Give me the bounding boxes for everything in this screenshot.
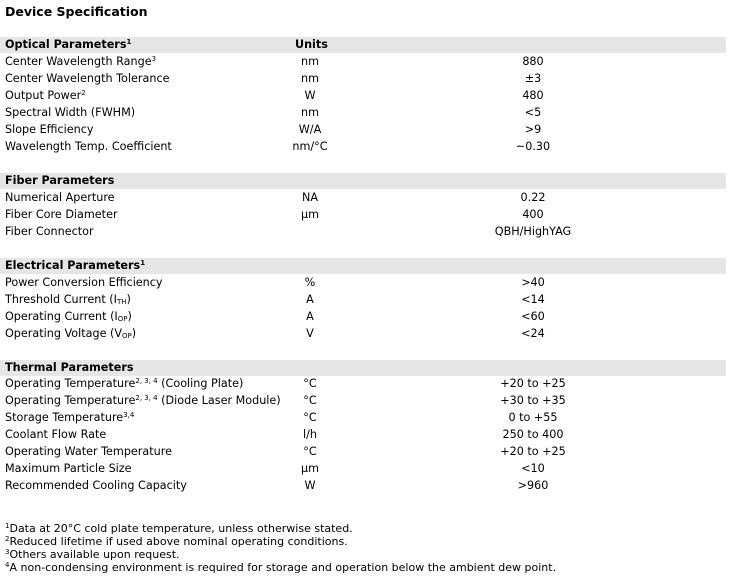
table-row [0, 445, 726, 462]
parameter-unit: nm [301, 72, 319, 85]
parameter-name: Center Wavelength Tolerance [5, 72, 170, 85]
parameter-value: <10 [521, 462, 545, 475]
parameter-value: 250 to 400 [502, 428, 564, 441]
parameter-name: Operating Temperature$^{2, 3, 4}$ (Cooling Plate) [5, 377, 244, 390]
parameter-name: Operating Temperature$^{2, 3, 4}$ (Diode Laser Module) [5, 394, 281, 407]
units-header: Units [295, 38, 328, 51]
parameter-value: 480 [522, 89, 544, 102]
parameter-unit: A [306, 310, 314, 323]
table-row [0, 276, 726, 293]
table-row [0, 106, 726, 123]
parameter-value: +20 to +25 [500, 445, 566, 458]
thermal-section-header [0, 360, 726, 376]
table-row [0, 310, 726, 327]
table-row [0, 327, 726, 344]
table-row [0, 479, 726, 496]
parameter-unit: A [306, 293, 314, 306]
parameter-name: Operating Voltage $(V_{OP})$ [5, 327, 137, 340]
parameter-unit: nm [301, 55, 319, 68]
table-row [0, 89, 726, 106]
parameter-name: Maximum Particle Size [5, 462, 132, 475]
parameter-value: <5 [524, 106, 542, 119]
electrical-section-header [0, 258, 726, 274]
parameter-value: ~0.30 [515, 140, 551, 153]
parameter-value: 400 [522, 208, 544, 221]
parameter-name: Recommended Cooling Capacity [5, 479, 187, 492]
table-row [0, 428, 726, 445]
footnote: $^3$Others available upon request. [5, 548, 180, 561]
fiber-section-label: Fiber Parameters [5, 174, 115, 187]
electrical-section-label: Electrical Parameters$^1$ [5, 259, 146, 272]
parameter-unit: W/A [298, 123, 322, 136]
table-row [0, 72, 726, 89]
page-title: Device Specification [5, 4, 148, 19]
table-row [0, 140, 726, 157]
parameter-unit: °C [303, 411, 317, 424]
footnote: $^1$Data at 20°C cold plate temperature, unless otherwise stated. [5, 522, 353, 535]
table-row [0, 123, 726, 140]
table-row [0, 377, 726, 394]
parameter-unit: W [304, 89, 316, 102]
parameter-unit: µm [300, 208, 320, 221]
parameter-value: 0.22 [520, 191, 546, 204]
table-row [0, 293, 726, 310]
parameter-value: <24 [521, 327, 545, 340]
fiber-section-header [0, 173, 726, 189]
optical-section-header [0, 37, 726, 53]
parameter-name: Storage Temperature$^{3,4}$ [5, 411, 135, 424]
parameter-unit: W [304, 479, 316, 492]
parameter-value: +20 to +25 [500, 377, 566, 390]
parameter-name: Spectral Width (FWHM) [5, 106, 136, 119]
parameter-unit: nm [301, 106, 319, 119]
parameter-name: Fiber Core Diameter [5, 208, 118, 221]
footnote: $^4$A non-condensing environment is required for storage and operation below the ambient dew point. [5, 561, 557, 574]
parameter-unit: % [304, 276, 316, 289]
parameter-name: Output Power$^2$ [5, 89, 86, 102]
table-row [0, 462, 726, 479]
parameter-name: Wavelength Temp. Coefficient [5, 140, 172, 153]
parameter-unit: °C [303, 394, 317, 407]
parameter-unit: µm [300, 462, 320, 475]
parameter-name: Threshold Current $(I_{TH})$ [5, 293, 131, 306]
footnote: $^2$Reduced lifetime if used above nominal operating conditions. [5, 535, 348, 548]
parameter-value: >40 [521, 276, 545, 289]
table-row [0, 208, 726, 225]
parameter-unit: nm/°C [292, 140, 328, 153]
parameter-value: <14 [521, 293, 545, 306]
parameter-unit: V [306, 327, 314, 340]
parameter-name: Numerical Aperture [5, 191, 115, 204]
parameter-name: Power Conversion Efficiency [5, 276, 163, 289]
parameter-name: Operating Current $(I_{OP})$ [5, 310, 132, 323]
parameter-value: +30 to +35 [500, 394, 566, 407]
parameter-value: 0 to +55 [508, 411, 558, 424]
table-row [0, 191, 726, 208]
parameter-name: Slope Efficiency [5, 123, 94, 136]
parameter-name: Fiber Connector [5, 225, 94, 238]
parameter-unit: °C [303, 377, 317, 390]
parameter-unit: NA [301, 191, 319, 204]
parameter-name: Center Wavelength Range$^3$ [5, 55, 157, 68]
table-row [0, 394, 726, 411]
parameter-name: Operating Water Temperature [5, 445, 172, 458]
table-row [0, 55, 726, 72]
table-row [0, 225, 726, 242]
footnotes [5, 522, 556, 574]
thermal-section-label: Thermal Parameters [5, 361, 134, 374]
parameter-unit: l/h [303, 428, 317, 441]
optical-section-label: Optical Parameters$^1$ [5, 38, 132, 51]
parameter-name: Coolant Flow Rate [5, 428, 107, 441]
table-row [0, 411, 726, 428]
parameter-unit: °C [303, 445, 317, 458]
parameter-value: >960 [517, 479, 549, 492]
parameter-value: 880 [522, 55, 544, 68]
parameter-value: >9 [524, 123, 542, 136]
parameter-value: QBH/HighYAG [494, 225, 572, 238]
parameter-value: ±3 [524, 72, 542, 85]
parameter-value: <60 [521, 310, 545, 323]
